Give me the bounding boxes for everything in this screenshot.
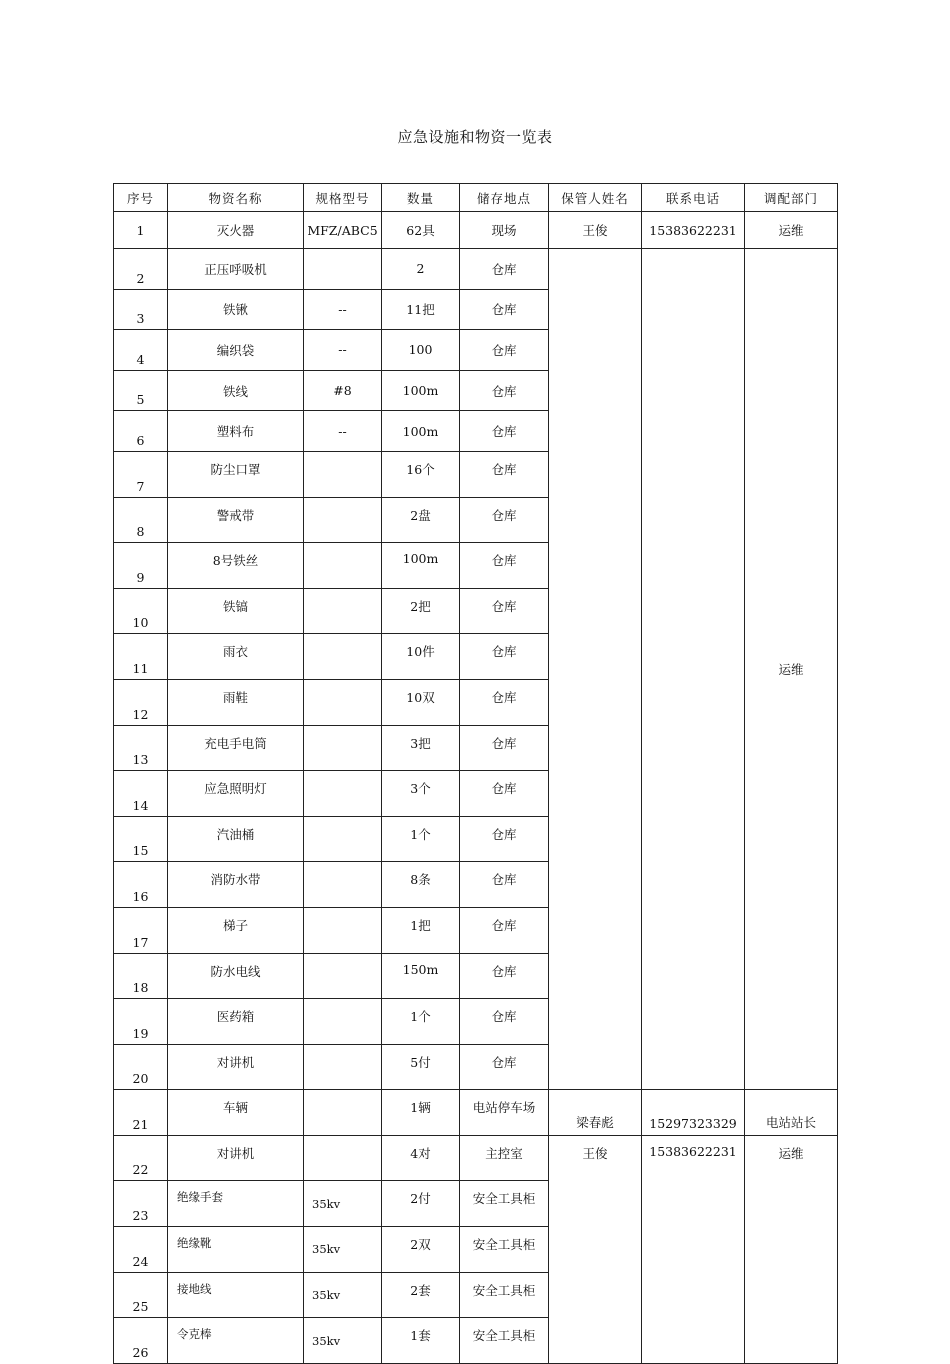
quantity-cell: 4对 (382, 1135, 460, 1181)
page-title: 应急设施和物资一览表 (397, 128, 553, 146)
spec-cell: 35kv (304, 1272, 382, 1318)
dept-cell: 运维 (745, 249, 838, 1090)
header-cell: 规格型号 (304, 184, 382, 212)
item-name-cell: 塑料布 (168, 411, 304, 452)
table-row (114, 1090, 838, 1136)
quantity-cell: 2 (382, 249, 460, 290)
spec-cell (304, 725, 382, 771)
quantity-cell: 100 (382, 330, 460, 371)
location-cell: 安全工具柜 (460, 1318, 549, 1364)
seq-cell: 25 (114, 1272, 168, 1318)
item-name-cell: 防水电线 (168, 953, 304, 999)
seq-cell: 9 (114, 543, 168, 589)
location-cell: 仓库 (460, 249, 549, 290)
quantity-cell: 1把 (382, 907, 460, 953)
seq-cell: 18 (114, 953, 168, 999)
location-cell: 仓库 (460, 953, 549, 999)
quantity-cell: 100m (382, 370, 460, 411)
quantity-cell: 16个 (382, 451, 460, 497)
spec-cell (304, 862, 382, 908)
quantity-cell: 2套 (382, 1272, 460, 1318)
item-name-cell: 正压呼吸机 (168, 249, 304, 290)
item-name-cell: 对讲机 (168, 1044, 304, 1090)
spec-cell (304, 588, 382, 634)
location-cell: 仓库 (460, 679, 549, 725)
dept-cell: 运维 (745, 212, 838, 249)
seq-cell: 16 (114, 862, 168, 908)
item-name-cell: 铁镐 (168, 588, 304, 634)
item-name-cell: 对讲机 (168, 1135, 304, 1181)
quantity-cell: 2双 (382, 1227, 460, 1273)
spec-cell: 35kv (304, 1318, 382, 1364)
location-cell: 仓库 (460, 725, 549, 771)
spec-cell: -- (304, 330, 382, 371)
keeper-cell: 王俊 (549, 212, 642, 249)
location-cell: 安全工具柜 (460, 1227, 549, 1273)
dept-cell: 电站站长 (745, 1090, 838, 1136)
quantity-cell: 62具 (382, 212, 460, 249)
phone-cell: 15383622231 (642, 1135, 745, 1363)
item-name-cell: 编织袋 (168, 330, 304, 371)
quantity-cell: 2把 (382, 588, 460, 634)
spec-cell (304, 907, 382, 953)
quantity-cell: 8条 (382, 862, 460, 908)
keeper-cell: 王俊 (549, 1135, 642, 1363)
location-cell: 电站停车场 (460, 1090, 549, 1136)
spec-cell (304, 497, 382, 543)
seq-cell: 26 (114, 1318, 168, 1364)
item-name-cell: 令克棒 (168, 1318, 304, 1364)
seq-cell: 24 (114, 1227, 168, 1273)
location-cell: 仓库 (460, 411, 549, 452)
seq-cell: 13 (114, 725, 168, 771)
phone-cell: 15297323329 (642, 1090, 745, 1136)
spec-cell (304, 953, 382, 999)
quantity-cell: 5付 (382, 1044, 460, 1090)
spec-cell (304, 1135, 382, 1181)
seq-cell: 11 (114, 634, 168, 680)
item-name-cell: 应急照明灯 (168, 771, 304, 817)
location-cell: 安全工具柜 (460, 1181, 549, 1227)
spec-cell: #8 (304, 370, 382, 411)
location-cell: 仓库 (460, 634, 549, 680)
quantity-cell: 150m (382, 953, 460, 999)
item-name-cell: 医药箱 (168, 999, 304, 1045)
seq-cell: 5 (114, 370, 168, 411)
item-name-cell: 绝缘手套 (168, 1181, 304, 1227)
quantity-cell: 1个 (382, 816, 460, 862)
quantity-cell: 2付 (382, 1181, 460, 1227)
spec-cell (304, 249, 382, 290)
item-name-cell: 防尘口罩 (168, 451, 304, 497)
header-cell: 数量 (382, 184, 460, 212)
item-name-cell: 消防水带 (168, 862, 304, 908)
seq-cell: 4 (114, 330, 168, 371)
item-name-cell: 充电手电筒 (168, 725, 304, 771)
spec-cell: -- (304, 289, 382, 330)
item-name-cell: 雨鞋 (168, 679, 304, 725)
keeper-cell: 梁春彪 (549, 1090, 642, 1136)
spec-cell (304, 679, 382, 725)
spec-cell (304, 771, 382, 817)
seq-cell: 14 (114, 771, 168, 817)
phone-cell (642, 249, 745, 1090)
quantity-cell: 3把 (382, 725, 460, 771)
seq-cell: 15 (114, 816, 168, 862)
seq-cell: 20 (114, 1044, 168, 1090)
item-name-cell: 绝缘靴 (168, 1227, 304, 1273)
quantity-cell: 1套 (382, 1318, 460, 1364)
item-name-cell: 铁线 (168, 370, 304, 411)
location-cell: 仓库 (460, 816, 549, 862)
item-name-cell: 汽油桶 (168, 816, 304, 862)
item-name-cell: 接地线 (168, 1272, 304, 1318)
spec-cell (304, 1044, 382, 1090)
spec-cell (304, 451, 382, 497)
quantity-cell: 10件 (382, 634, 460, 680)
quantity-cell: 1个 (382, 999, 460, 1045)
location-cell: 仓库 (460, 771, 549, 817)
header-cell: 物资名称 (168, 184, 304, 212)
quantity-cell: 100m (382, 411, 460, 452)
location-cell: 仓库 (460, 289, 549, 330)
location-cell: 仓库 (460, 1044, 549, 1090)
item-name-cell: 雨衣 (168, 634, 304, 680)
quantity-cell: 2盘 (382, 497, 460, 543)
spec-cell: 35kv (304, 1227, 382, 1273)
quantity-cell: 10双 (382, 679, 460, 725)
item-name-cell: 车辆 (168, 1090, 304, 1136)
seq-cell: 2 (114, 249, 168, 290)
table-header-row (114, 184, 838, 212)
table-row (114, 249, 838, 290)
seq-cell: 23 (114, 1181, 168, 1227)
location-cell: 仓库 (460, 497, 549, 543)
header-cell: 储存地点 (460, 184, 549, 212)
quantity-cell: 11把 (382, 289, 460, 330)
seq-cell: 7 (114, 451, 168, 497)
spec-cell (304, 999, 382, 1045)
spec-cell (304, 634, 382, 680)
quantity-cell: 100m (382, 543, 460, 589)
spec-cell: -- (304, 411, 382, 452)
location-cell: 安全工具柜 (460, 1272, 549, 1318)
location-cell: 仓库 (460, 862, 549, 908)
spec-cell: 35kv (304, 1181, 382, 1227)
location-cell: 仓库 (460, 907, 549, 953)
seq-cell: 12 (114, 679, 168, 725)
seq-cell: 1 (114, 212, 168, 249)
item-name-cell: 8号铁丝 (168, 543, 304, 589)
item-name-cell: 梯子 (168, 907, 304, 953)
spec-cell (304, 1090, 382, 1136)
seq-cell: 22 (114, 1135, 168, 1181)
dept-cell: 运维 (745, 1135, 838, 1363)
location-cell: 现场 (460, 212, 549, 249)
item-name-cell: 灭火器 (168, 212, 304, 249)
item-name-cell: 警戒带 (168, 497, 304, 543)
seq-cell: 6 (114, 411, 168, 452)
location-cell: 仓库 (460, 370, 549, 411)
header-cell: 联系电话 (642, 184, 745, 212)
seq-cell: 21 (114, 1090, 168, 1136)
location-cell: 仓库 (460, 451, 549, 497)
keeper-cell (549, 249, 642, 1090)
location-cell: 仓库 (460, 588, 549, 634)
seq-cell: 8 (114, 497, 168, 543)
seq-cell: 17 (114, 907, 168, 953)
header-cell: 调配部门 (745, 184, 838, 212)
table-row (114, 212, 838, 249)
location-cell: 仓库 (460, 330, 549, 371)
quantity-cell: 3个 (382, 771, 460, 817)
header-cell: 保管人姓名 (549, 184, 642, 212)
spec-cell: MFZ/ABC5 (304, 212, 382, 249)
inventory-table (113, 183, 838, 1364)
location-cell: 仓库 (460, 543, 549, 589)
header-cell: 序号 (114, 184, 168, 212)
table-row (114, 1135, 838, 1181)
spec-cell (304, 816, 382, 862)
seq-cell: 19 (114, 999, 168, 1045)
spec-cell (304, 543, 382, 589)
quantity-cell: 1辆 (382, 1090, 460, 1136)
seq-cell: 3 (114, 289, 168, 330)
item-name-cell: 铁锹 (168, 289, 304, 330)
location-cell: 主控室 (460, 1135, 549, 1181)
phone-cell: 15383622231 (642, 212, 745, 249)
location-cell: 仓库 (460, 999, 549, 1045)
seq-cell: 10 (114, 588, 168, 634)
